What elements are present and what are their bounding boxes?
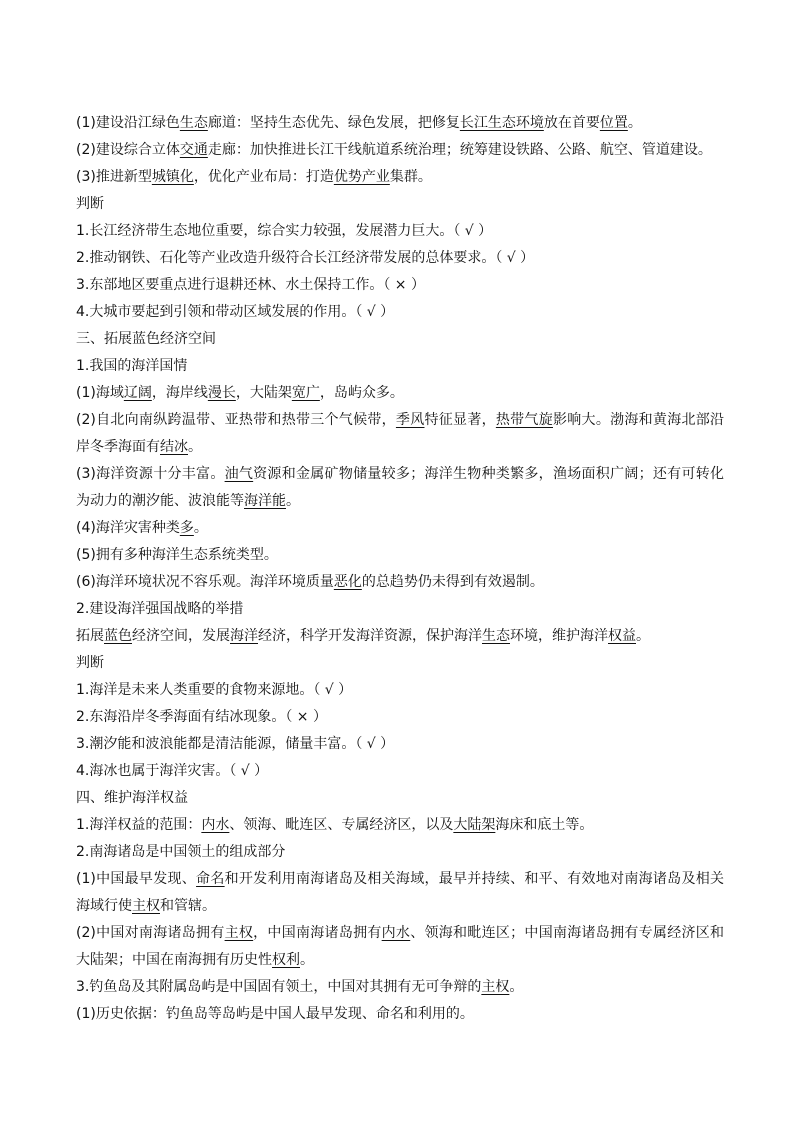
text-line xyxy=(76,353,724,380)
text-line xyxy=(76,272,724,299)
text-line xyxy=(76,380,724,407)
text-line xyxy=(76,812,724,839)
text-segment: 2.推动钢铁、石化等产业改造升级符合长江经济带发展的总体要求。（ √ ） xyxy=(76,250,535,266)
text-segment: 。 xyxy=(193,520,208,536)
text-segment: (4)海洋灾害种类 xyxy=(76,520,180,536)
text-segment: ，岛屿众多。 xyxy=(319,385,404,401)
text-line xyxy=(76,191,724,218)
text-line xyxy=(76,326,724,353)
text-line xyxy=(76,704,724,731)
text-segment: 特征显著， xyxy=(424,412,496,428)
text-segment: 拓展 xyxy=(76,628,104,644)
text-line xyxy=(76,542,724,569)
underlined-term: 优势产业 xyxy=(333,169,390,185)
underlined-term: 油气 xyxy=(224,466,254,482)
text-segment: 。 xyxy=(636,628,650,644)
underlined-term: 位置 xyxy=(599,115,628,131)
text-line xyxy=(76,164,724,191)
text-segment: 1.海洋是未来人类重要的食物来源地。（ √ ） xyxy=(76,682,353,698)
text-line xyxy=(76,677,724,704)
text-segment: 判断 xyxy=(76,196,104,212)
text-segment: ，中国南海诸岛拥有 xyxy=(253,925,382,941)
text-segment: 经济，科学开发海洋资源，保护海洋 xyxy=(258,628,482,644)
text-line xyxy=(76,461,724,515)
underlined-term: 交通 xyxy=(179,142,208,158)
underlined-term: 生态 xyxy=(482,628,510,644)
text-segment: 判断 xyxy=(76,655,104,671)
text-segment: 海床和底土等。 xyxy=(495,817,594,833)
text-segment: ，海岸线 xyxy=(151,385,208,401)
text-segment: 1.海洋权益的范围： xyxy=(76,817,202,833)
text-segment: 4.大城市要起到引领和带动区域发展的作用。（ √ ） xyxy=(76,304,395,320)
underlined-term: 海洋能 xyxy=(244,493,286,509)
underlined-term: 生态 xyxy=(179,115,208,131)
underlined-term: 权利 xyxy=(272,952,300,968)
underlined-term: 海洋 xyxy=(230,628,258,644)
text-segment: (1)历史依据：钓鱼岛等岛屿是中国人最早发现、命名和利用的。 xyxy=(76,1006,474,1022)
text-line xyxy=(76,623,724,650)
underlined-term: 主权 xyxy=(132,898,160,914)
text-segment: 的总趋势仍未得到有效遏制。 xyxy=(361,574,544,590)
text-segment: 和管辖。 xyxy=(160,898,216,914)
text-segment: 3.东部地区要重点进行退耕还林、水土保持工作。（ × ） xyxy=(76,277,425,293)
underlined-term: 多 xyxy=(179,520,194,536)
text-segment: 3.潮汐能和波浪能都是清洁能源，储量丰富。（ √ ） xyxy=(76,736,395,752)
underlined-term: 热带气旋 xyxy=(495,412,553,428)
underlined-term: 恶化 xyxy=(333,574,362,590)
text-line xyxy=(76,245,724,272)
text-line xyxy=(76,785,724,812)
text-segment: 、领海和毗连区；中国南海诸岛拥有专属经济区和大陆架；中国在南海拥有历史性 xyxy=(76,925,725,968)
text-segment: (6)海洋环境状况不容乐观。海洋环境质量 xyxy=(76,574,334,590)
text-segment: (1)海域 xyxy=(76,385,124,401)
text-segment: 资源和金属矿物储量较多；海洋生物种类繁多，渔场面积广阔；还有可转化为动力的潮汐能、波浪能等 xyxy=(76,466,724,509)
text-line xyxy=(76,569,724,596)
underlined-term: 命名 xyxy=(196,871,225,887)
text-segment: (2)中国对南海诸岛拥有 xyxy=(76,925,225,941)
text-line xyxy=(76,650,724,677)
text-segment: (1)建设沿江绿色 xyxy=(76,115,180,131)
underlined-term: 长江生态环境 xyxy=(459,115,544,131)
text-segment: 3.钓鱼岛及其附属岛屿是中国固有领土，中国对其拥有无可争辩的 xyxy=(76,979,482,995)
text-segment: (3)推进新型 xyxy=(76,169,152,185)
text-segment: 。 xyxy=(286,493,300,509)
text-segment: (1)中国最早发现、 xyxy=(76,871,197,887)
underlined-term: 城镇化 xyxy=(151,169,194,185)
text-segment: 走廊：加快推进长江干线航道系统治理；统筹建设铁路、公路、航空、管道建设。 xyxy=(207,142,712,158)
underlined-term: 季风 xyxy=(395,412,425,428)
text-line xyxy=(76,731,724,758)
text-segment: 。 xyxy=(627,115,642,131)
text-segment: 1.我国的海洋国情 xyxy=(76,358,188,374)
text-line xyxy=(76,839,724,866)
text-line xyxy=(76,920,724,974)
text-segment: 1.长江经济带生态地位重要，综合实力较强，发展潜力巨大。（ √ ） xyxy=(76,223,493,239)
text-segment: (2)建设综合立体 xyxy=(76,142,180,158)
text-segment: 。 xyxy=(509,979,524,995)
text-line xyxy=(76,218,724,245)
text-line xyxy=(76,1001,724,1028)
text-segment: 影响大。渤海和黄海北部沿岸冬季海面有 xyxy=(76,412,725,455)
text-segment: 2.南海诸岛是中国领土的组成部分 xyxy=(76,844,286,860)
text-segment: 和开发利用南海诸岛及相关海域，最早并持续、和平、有效地对南海诸岛及相关海域行使 xyxy=(76,871,725,914)
text-segment: 2.东海沿岸冬季海面有结冰现象。（ × ） xyxy=(76,709,327,725)
text-segment: 。 xyxy=(300,952,314,968)
text-segment: 环境，维护海洋 xyxy=(510,628,608,644)
underlined-term: 内水 xyxy=(201,817,230,833)
text-segment: 经济空间，发展 xyxy=(132,628,230,644)
text-line xyxy=(76,515,724,542)
text-segment: 三、拓展蓝色经济空间 xyxy=(76,331,216,347)
text-line xyxy=(76,866,724,920)
underlined-term: 结冰 xyxy=(160,439,188,455)
text-line xyxy=(76,758,724,785)
text-segment: 2.建设海洋强国战略的举措 xyxy=(76,601,244,617)
text-segment: 。 xyxy=(188,439,202,455)
underlined-term: 漫长 xyxy=(207,385,236,401)
text-segment: (5)拥有多种海洋生态系统类型。 xyxy=(76,547,278,563)
text-segment: (3)海洋资源十分丰富。 xyxy=(76,466,225,482)
underlined-term: 蓝色 xyxy=(104,628,132,644)
text-segment: 廊道：坚持生态优先、绿色发展，把修复 xyxy=(207,115,460,131)
text-line xyxy=(76,299,724,326)
text-segment: 四、维护海洋权益 xyxy=(76,790,188,806)
text-line xyxy=(76,137,724,164)
underlined-term: 宽广 xyxy=(291,385,320,401)
text-segment: 放在首要 xyxy=(543,115,600,131)
underlined-term: 辽阔 xyxy=(123,385,152,401)
text-line xyxy=(76,974,724,1001)
underlined-term: 大陆架 xyxy=(453,817,496,833)
underlined-term: 内水 xyxy=(381,925,411,941)
text-segment: 集群。 xyxy=(389,169,432,185)
text-segment: 4.海冰也属于海洋灾害。（ √ ） xyxy=(76,763,269,779)
text-segment: ，大陆架 xyxy=(235,385,292,401)
text-segment: 、领海、毗连区、专属经济区，以及 xyxy=(229,817,454,833)
text-line xyxy=(76,596,724,623)
text-segment: (2)自北向南纵跨温带、亚热带和热带三个气候带， xyxy=(76,412,396,428)
text-segment: ，优化产业布局：打造 xyxy=(193,169,334,185)
underlined-term: 主权 xyxy=(224,925,254,941)
underlined-term: 主权 xyxy=(481,979,510,995)
text-line xyxy=(76,407,724,461)
text-line xyxy=(76,110,724,137)
underlined-term: 权益 xyxy=(608,628,636,644)
